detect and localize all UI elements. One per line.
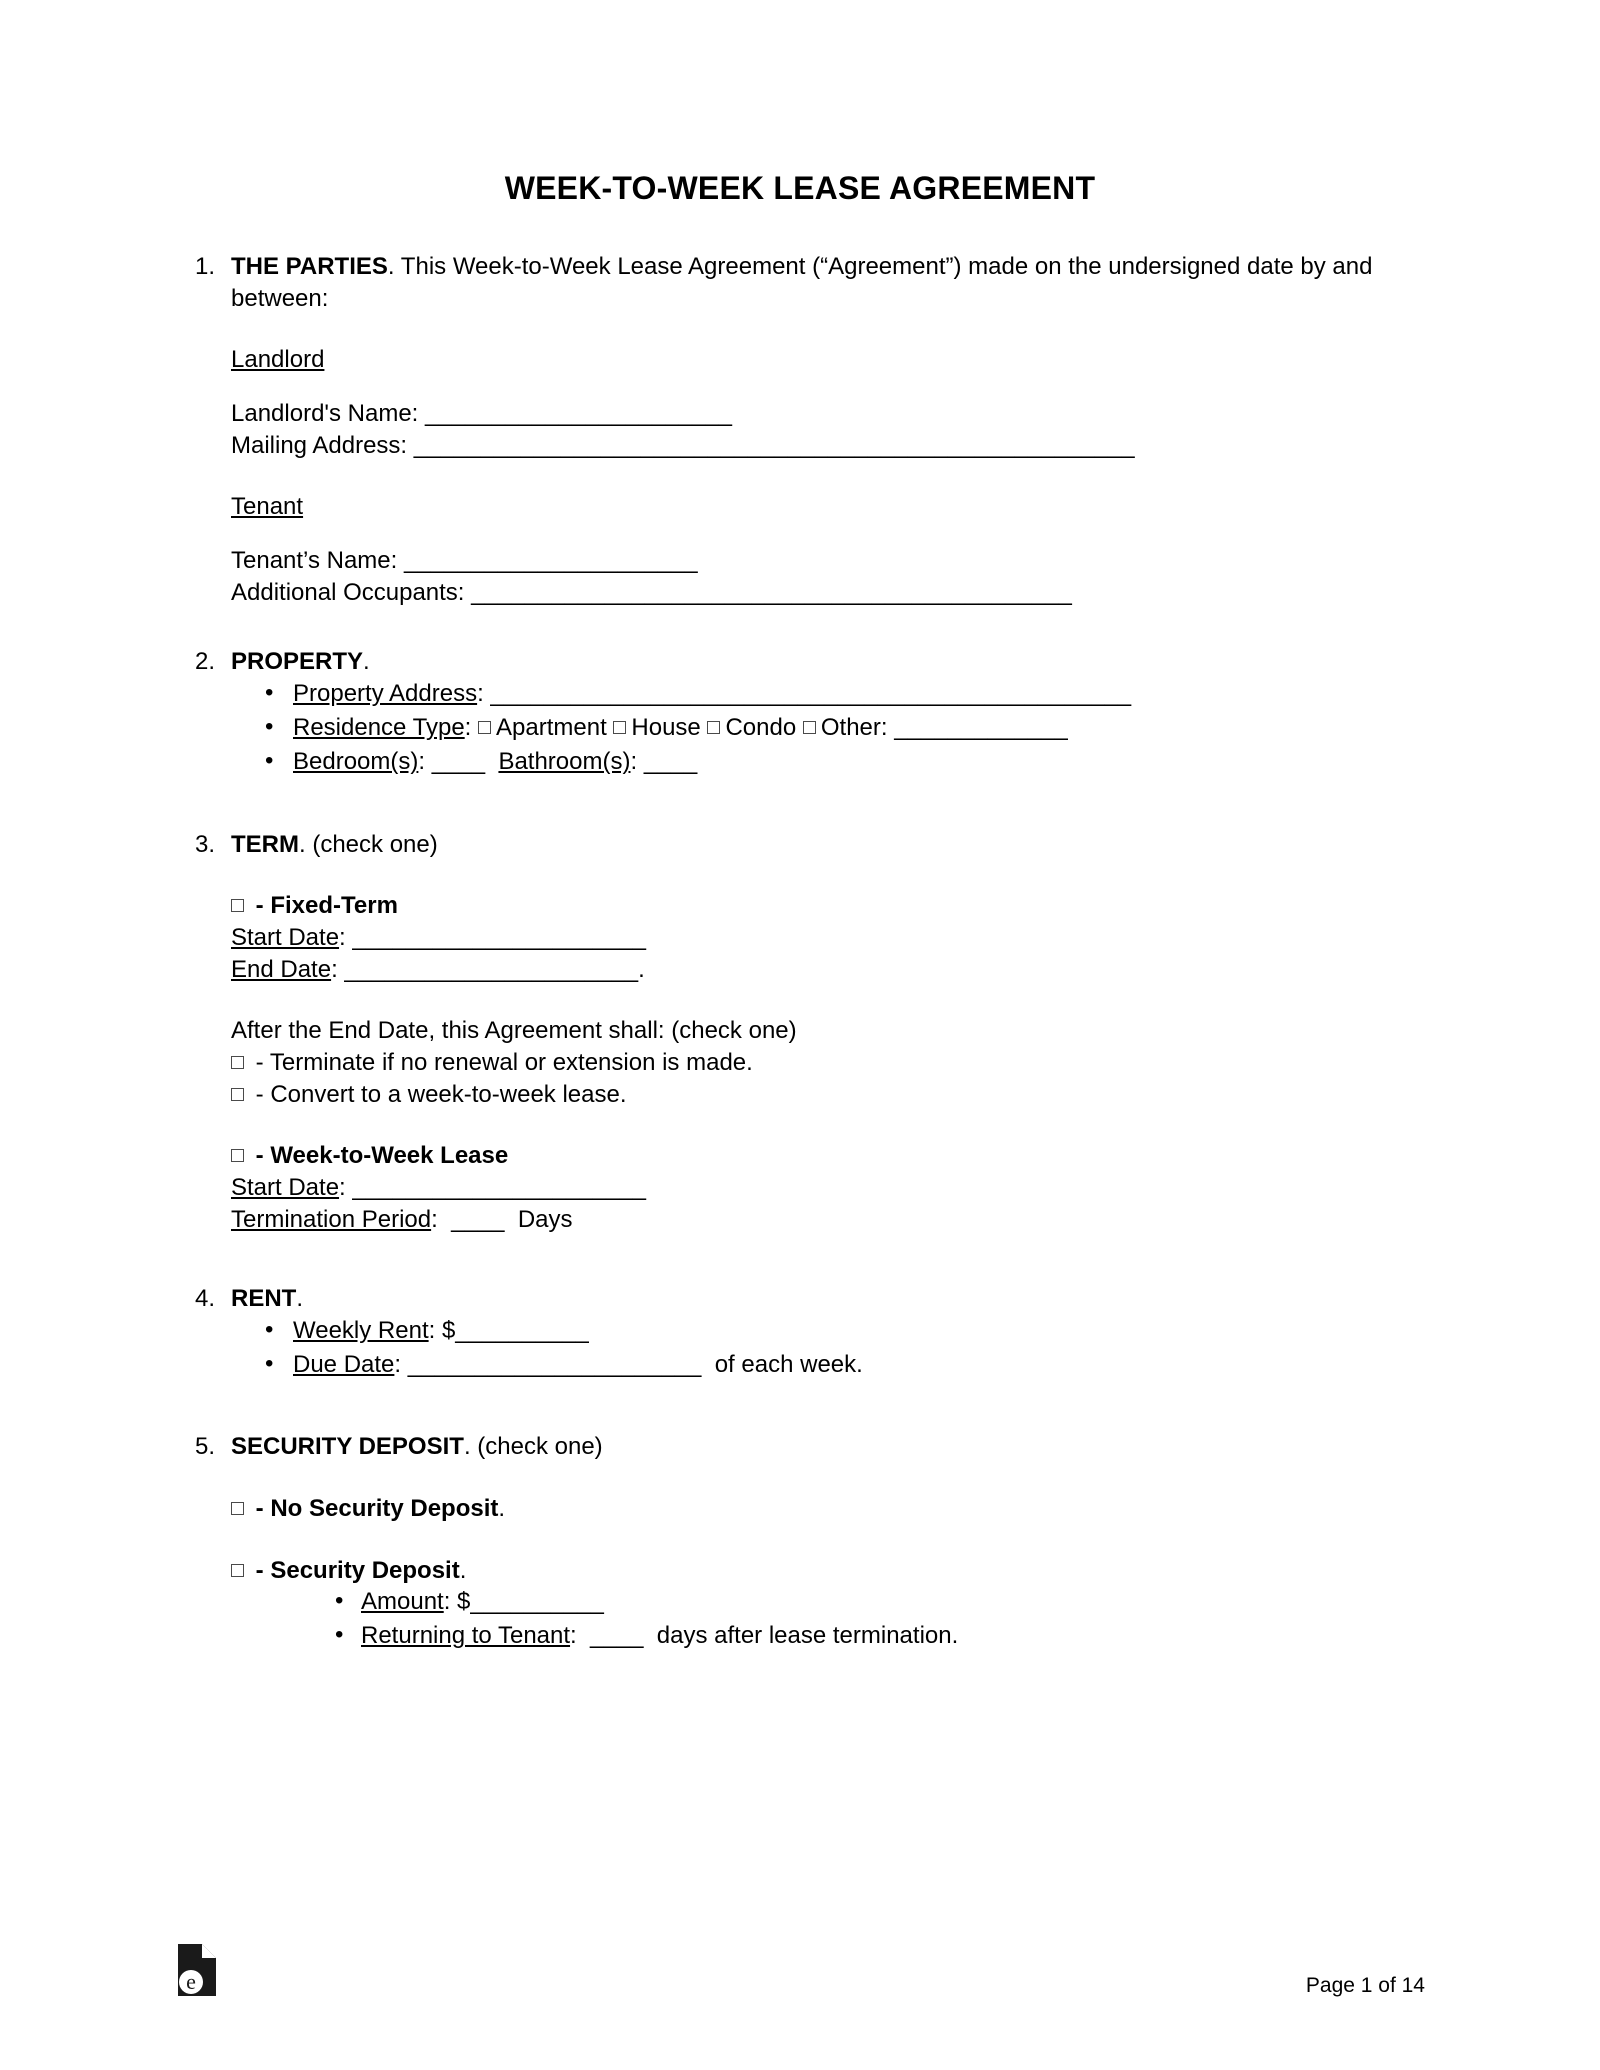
returning-field[interactable]: : ____ days after lease termination. [570,1622,959,1650]
checkbox-other[interactable] [803,721,816,734]
parties-heading: THE PARTIES [231,253,388,280]
term-heading-suffix: . (check one) [299,830,438,858]
page-title: WEEK-TO-WEEK LEASE AGREEMENT [504,170,1096,206]
option-condo-label: Condo [725,714,797,742]
option-other-field[interactable]: : _____________ [880,714,1068,742]
residence-type-colon: : [464,714,479,742]
tenant-name-label: Tenant’s Name: [231,547,404,575]
rent-list [231,1315,1425,1381]
mailing-address-label: Mailing Address: [231,431,414,459]
checkbox-terminate[interactable] [231,1056,244,1069]
property-heading: PROPERTY [231,648,364,676]
section-number: 1. [194,253,215,280]
option-other-label: Other [820,714,881,742]
section-rent [175,1283,1425,1383]
term-heading: TERM [231,830,299,858]
termination-period-field[interactable]: : ____ Days [431,1205,573,1233]
parties-intro [231,251,1425,314]
list-item-weekly-rent [231,1315,1425,1347]
section-the-parties [175,251,1425,608]
no-deposit-suffix: . [498,1494,506,1522]
fixed-start-date-field[interactable]: : ______________________ [339,923,647,951]
wtw-start-date-label: Start Date [231,1173,340,1201]
additional-occupants-label: Additional Occupants: [231,578,472,606]
fixed-end-date-field[interactable]: : ______________________. [331,955,645,983]
deposit-heading: SECURITY DEPOSIT [231,1433,464,1461]
weekly-rent-label: Weekly Rent [293,1316,429,1344]
option-apartment-label: Apartment [496,714,607,742]
additional-occupants-field[interactable]: _____________________________________________ [471,578,1072,606]
checkbox-security-deposit[interactable] [231,1564,244,1577]
after-end-option-terminate-label: - Terminate if no renewal or extension is made. [255,1048,753,1076]
checkbox-house[interactable] [613,721,626,734]
rent-heading-suffix: . [296,1285,304,1313]
property-address-field[interactable]: : ________________________________________________ [477,680,1132,708]
section-number: 4. [194,1285,215,1313]
termination-period-label: Termination Period [231,1205,432,1233]
parties-intro-text: . This Week-to-Week Lease Agreement (“Agreement”) made on the undersigned date by and between: [231,253,1373,312]
fixed-end-date-label: End Date [231,955,332,983]
landlord-name-field[interactable]: _______________________ [425,400,733,428]
list-item-residence-type [231,712,1425,744]
returning-label: Returning to Tenant [361,1622,571,1650]
tenant-label: Tenant [231,493,304,521]
page-footer [175,1942,1425,1998]
rent-heading-row [231,1283,1425,1315]
page-number: Page 1 of 14 [1305,1974,1425,1997]
fixed-start-date-row [231,922,1425,954]
no-deposit-label: - No Security Deposit [255,1494,499,1522]
section-number: 5. [194,1433,215,1461]
bedrooms-label: Bedroom(s) [293,748,419,776]
fixed-end-date-row [231,954,1425,986]
list-item-returning-to-tenant [231,1620,1425,1652]
additional-occupants-row [231,577,1425,609]
fixed-term-option [231,890,1425,922]
fixed-term-label: - Fixed-Term [255,892,398,920]
tenant-name-field[interactable]: ______________________ [403,547,698,575]
section-property [175,646,1425,780]
mailing-address-row [231,430,1425,462]
landlord-name-row [231,398,1425,430]
deposit-amount-field[interactable]: : $__________ [443,1588,604,1616]
after-end-option-terminate [231,1047,1425,1079]
section-number: 3. [194,830,215,858]
list-item-due-date [231,1349,1425,1381]
mailing-address-field[interactable]: ______________________________________________________ [413,431,1135,459]
checkbox-apartment[interactable] [478,721,491,734]
due-date-label: Due Date [293,1351,395,1379]
after-end-option-convert-label: - Convert to a week-to-week lease. [255,1080,627,1108]
property-address-label: Property Address [293,680,478,708]
deposit-list [231,1586,1425,1652]
landlord-name-label: Landlord's Name: [231,400,426,428]
list-item-bedrooms-bathrooms [231,746,1425,778]
tenant-name-row [231,545,1425,577]
svg-text:e: e [186,1969,196,1994]
deposit-heading-row [231,1431,1425,1463]
checkbox-week-to-week[interactable] [231,1149,244,1162]
weekly-rent-field[interactable]: : $__________ [428,1316,589,1344]
after-end-option-convert [231,1079,1425,1111]
checkbox-fixed-term[interactable] [231,899,244,912]
deposit-amount-label: Amount [361,1588,444,1616]
deposit-suffix: . [459,1556,467,1584]
landlord-label: Landlord [231,346,325,374]
option-house-label: House [631,714,701,742]
fixed-start-date-label: Start Date [231,923,340,951]
checkbox-convert[interactable] [231,1088,244,1101]
week-to-week-option [231,1140,1425,1172]
after-end-date-text: After the End Date, this Agreement shall: (check one) [231,1017,797,1045]
eforms-logo-icon [175,1942,219,1998]
section-security-deposit [175,1431,1425,1654]
property-heading-row [231,646,1425,678]
deposit-heading-suffix: . (check one) [463,1433,603,1461]
deposit-option [231,1555,1425,1587]
list-item-deposit-amount [231,1586,1425,1618]
bedrooms-field[interactable]: : ____ [418,748,499,776]
checkbox-no-security-deposit[interactable] [231,1502,244,1515]
week-to-week-label: - Week-to-Week Lease [255,1142,509,1170]
wtw-start-date-field[interactable]: : ______________________ [339,1173,647,1201]
bathrooms-field[interactable]: : ____ [630,748,698,776]
section-number: 2. [194,648,215,676]
list-item-property-address [231,678,1425,710]
term-heading-row [231,829,1425,861]
property-list [231,678,1425,778]
checkbox-condo[interactable] [707,721,720,734]
residence-type-label: Residence Type [293,714,465,742]
termination-period-row [231,1204,1425,1236]
section-term [175,829,1425,1236]
rent-heading: RENT [231,1285,297,1313]
bathrooms-label: Bathroom(s) [498,748,631,776]
no-deposit-option [231,1493,1425,1525]
deposit-label: - Security Deposit [255,1556,460,1584]
property-heading-suffix: . [363,648,370,676]
due-date-field[interactable]: : ______________________ of each week. [394,1351,863,1379]
wtw-start-date-row [231,1172,1425,1204]
